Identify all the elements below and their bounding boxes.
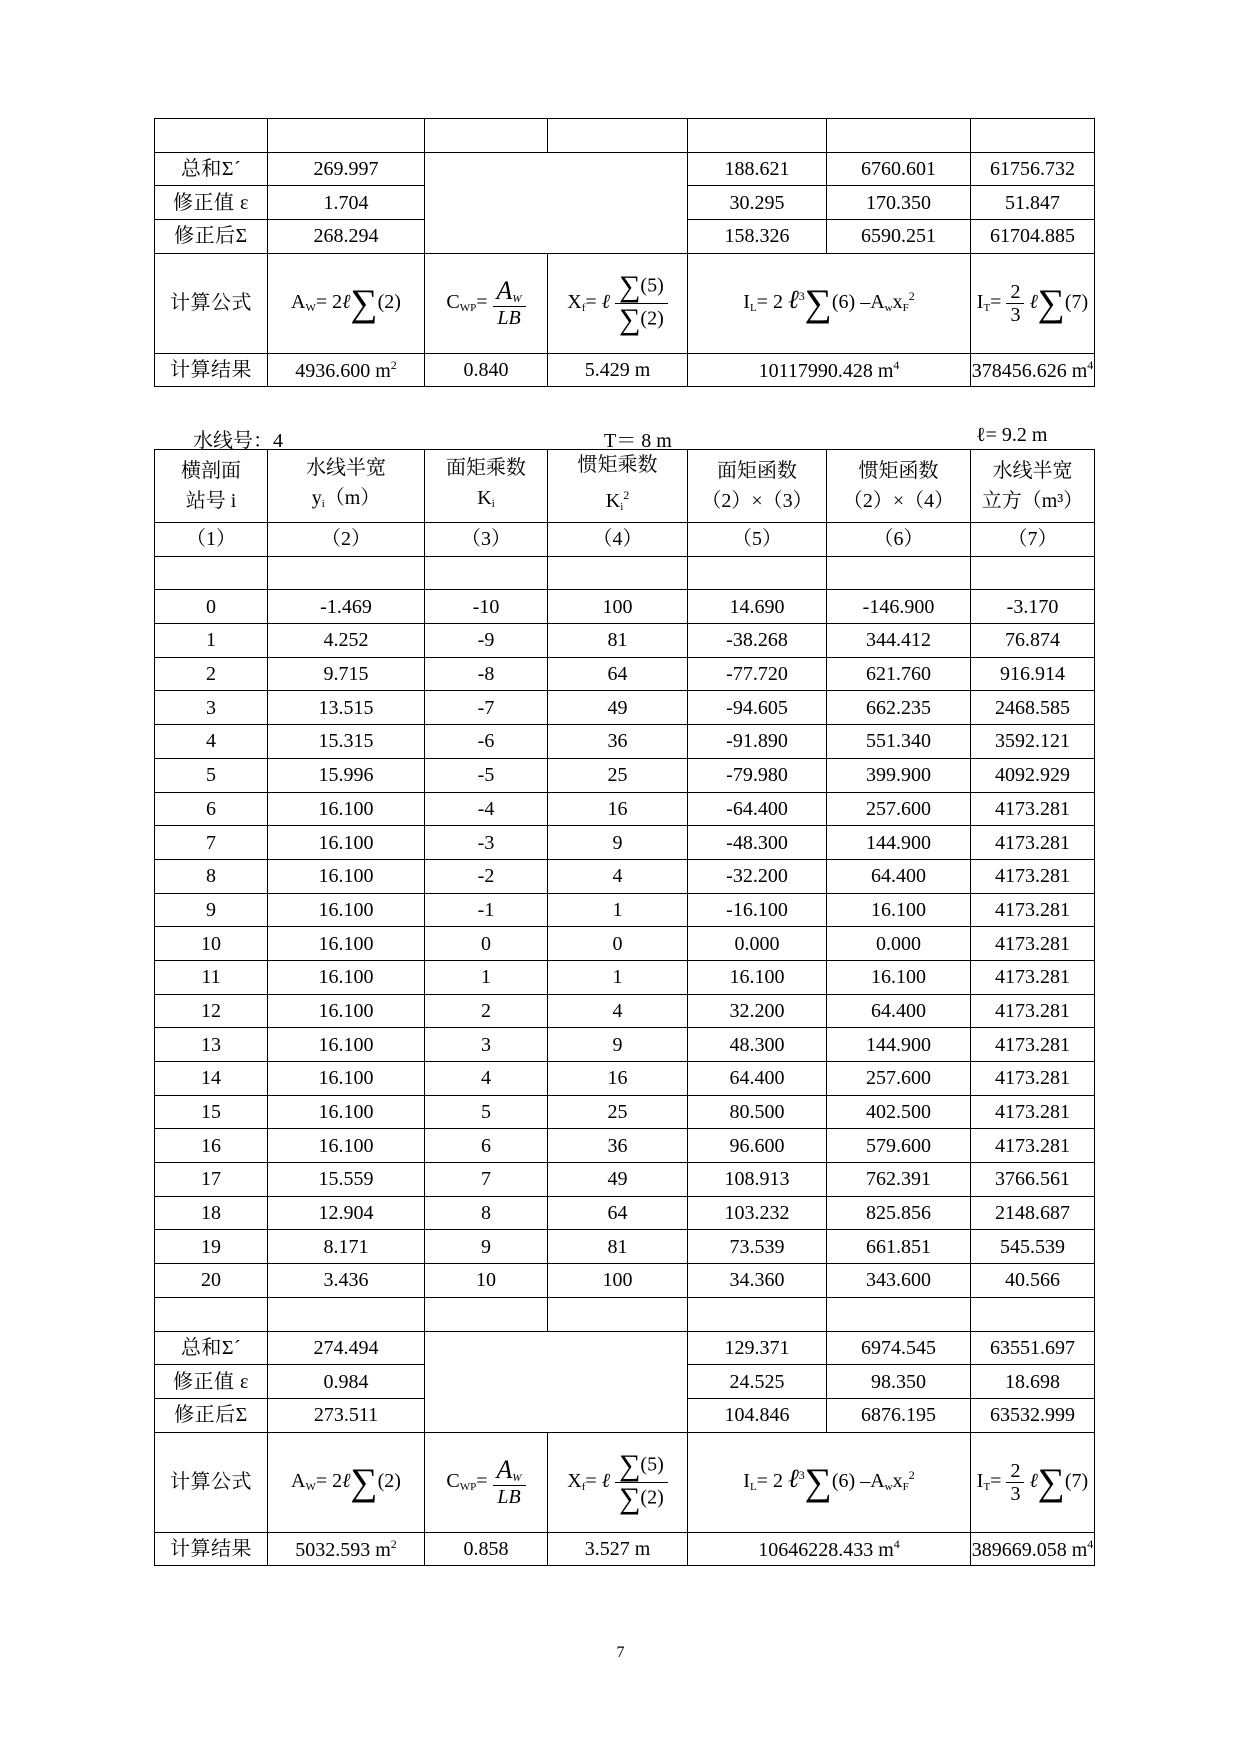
table-cell: 18	[155, 1196, 268, 1230]
table-cell: 13.515	[268, 691, 425, 725]
table-cell: -7	[425, 691, 548, 725]
table-row	[155, 1062, 1095, 1096]
table-cell: -2	[425, 859, 548, 893]
table-cell: 40.566	[971, 1264, 1095, 1298]
table-cell: -16.100	[688, 893, 827, 927]
column-number: （6）	[827, 523, 971, 557]
cell: 274.494	[268, 1331, 425, 1365]
table-cell: 64	[548, 1196, 688, 1230]
result-it: 378456.626 $m^4$	[971, 353, 1095, 387]
table-row	[155, 691, 1095, 725]
result-row	[155, 353, 1095, 387]
table-cell: 4	[425, 1062, 548, 1096]
row-label: 计算结果	[155, 1532, 268, 1566]
table-cell: 3	[155, 691, 268, 725]
result-il: 10117990.428 $m^4$	[688, 353, 971, 387]
table-cell: -1	[425, 893, 548, 927]
table-cell: 0	[548, 927, 688, 961]
table-cell: 3	[425, 1028, 548, 1062]
row-label: 修正值 ε	[155, 186, 268, 220]
cell: 269.997	[268, 152, 425, 186]
table-cell: -3	[425, 826, 548, 860]
table-cell: 96.600	[688, 1129, 827, 1163]
table-cell: 108.913	[688, 1163, 827, 1197]
row-label: 计算公式	[155, 253, 268, 353]
table-cell: 2468.585	[971, 691, 1095, 725]
table-cell: 64.400	[827, 859, 971, 893]
table-row	[155, 893, 1095, 927]
table-cell: 81	[548, 624, 688, 658]
cell: 61756.732	[971, 152, 1095, 186]
table-cell: 10	[425, 1264, 548, 1298]
waterplane-area-formula: $A_W=$ 2ℓ∑(2)	[291, 282, 401, 325]
waterline-number: 水线号：4	[193, 430, 283, 452]
table-cell: 9	[155, 893, 268, 927]
table-row	[155, 758, 1095, 792]
formula-row	[155, 253, 1095, 353]
column-number-row	[155, 523, 1095, 557]
table-cell: 343.600	[827, 1264, 971, 1298]
table-cell: 103.232	[688, 1196, 827, 1230]
table-cell: 8.171	[268, 1230, 425, 1264]
table-cell: 49	[548, 691, 688, 725]
table-row	[155, 1264, 1095, 1298]
table-cell: 4092.929	[971, 758, 1095, 792]
draft-value: T＝ 8 m	[604, 430, 672, 452]
header-station: 横剖面 站号 i	[155, 450, 268, 523]
column-number: （2）	[268, 523, 425, 557]
header-moment-function: 面矩函数 （2）×（3）	[688, 450, 827, 523]
table-cell: -79.980	[688, 758, 827, 792]
table-cell: 16.100	[268, 859, 425, 893]
table-cell: 579.600	[827, 1129, 971, 1163]
cell: 170.350	[827, 186, 971, 220]
table-row	[155, 725, 1095, 759]
cell: 1.704	[268, 186, 425, 220]
table-cell: 257.600	[827, 792, 971, 826]
cell: 6590.251	[827, 220, 971, 254]
table-row	[155, 657, 1095, 691]
table-cell: 16.100	[688, 960, 827, 994]
formula-aw	[268, 253, 425, 353]
table-cell: 16.100	[268, 960, 425, 994]
blank-row	[155, 556, 1095, 590]
table-cell: -6	[425, 725, 548, 759]
longitudinal-inertia-formula: $I_L= 2$ ℓ$^3$∑(6) $-A_wx_F^2$	[743, 282, 915, 325]
table-cell: 0.000	[827, 927, 971, 961]
table-cell: 662.235	[827, 691, 971, 725]
table-cell: 399.900	[827, 758, 971, 792]
table-cell: -1.469	[268, 590, 425, 624]
table-cell: 4173.281	[971, 893, 1095, 927]
table-cell: 1	[425, 960, 548, 994]
table-cell: 36	[548, 1129, 688, 1163]
table-row	[155, 1230, 1095, 1264]
table-cell: 4173.281	[971, 994, 1095, 1028]
blank-row	[155, 119, 1095, 153]
row-label: 计算公式	[155, 1432, 268, 1532]
table-cell: 5	[425, 1095, 548, 1129]
cell: 129.371	[688, 1331, 827, 1365]
table-row	[155, 859, 1095, 893]
table-cell: 4173.281	[971, 792, 1095, 826]
table-cell: 2	[155, 657, 268, 691]
table-cell: 1	[548, 960, 688, 994]
cell: 63532.999	[971, 1398, 1095, 1432]
table-cell: 545.539	[971, 1230, 1095, 1264]
table-row	[155, 994, 1095, 1028]
table-cell: 7	[425, 1163, 548, 1197]
formula-it	[971, 253, 1095, 353]
waterplane-coefficient-formula: $C_{WP}=$ $\frac{A_W}{LB}$	[446, 1470, 525, 1492]
table-cell: 4173.281	[971, 1062, 1095, 1096]
table-cell: 402.500	[827, 1095, 971, 1129]
table-cell: 4	[155, 725, 268, 759]
table-cell: 916.914	[971, 657, 1095, 691]
table-cell: 64.400	[827, 994, 971, 1028]
table-cell: 0.000	[688, 927, 827, 961]
table-cell: -10	[425, 590, 548, 624]
table-cell: 12.904	[268, 1196, 425, 1230]
table-cell: 16.100	[827, 960, 971, 994]
table-row	[155, 1095, 1095, 1129]
table-row	[155, 1129, 1095, 1163]
page-number: 7	[616, 1644, 625, 1661]
centroid-formula: $X_f=$ ℓ $\frac{\sum(5)}{\sum(2)}$	[567, 291, 667, 313]
result-aw: 5032.593 $m^2$	[268, 1532, 425, 1566]
blank-row	[155, 1297, 1095, 1331]
table-cell: 4173.281	[971, 1129, 1095, 1163]
table-cell: 16	[548, 1062, 688, 1096]
table-cell: 8	[425, 1196, 548, 1230]
table-cell: 16.100	[268, 1129, 425, 1163]
table-cell: -64.400	[688, 792, 827, 826]
sum-row	[155, 152, 1095, 186]
table-cell: 621.760	[827, 657, 971, 691]
formula-it	[971, 1432, 1095, 1532]
cell: 6876.195	[827, 1398, 971, 1432]
table-cell: 6	[155, 792, 268, 826]
result-cwp: 0.840	[425, 353, 548, 387]
formula-row	[155, 1432, 1095, 1532]
table-cell: 100	[548, 590, 688, 624]
table-cell: 17	[155, 1163, 268, 1197]
column-number: （4）	[548, 523, 688, 557]
cell: 51.847	[971, 186, 1095, 220]
table-cell: 9	[548, 1028, 688, 1062]
table-cell: 15	[155, 1095, 268, 1129]
row-label: 修正后Σ	[155, 220, 268, 254]
table-cell: 9	[548, 826, 688, 860]
table-cell: 16.100	[268, 1062, 425, 1096]
table-cell: 12	[155, 994, 268, 1028]
cell: 104.846	[688, 1398, 827, 1432]
table-cell: 36	[548, 725, 688, 759]
formula-xf	[548, 1432, 688, 1532]
table-cell: 661.851	[827, 1230, 971, 1264]
table-cell: 4173.281	[971, 960, 1095, 994]
table-cell: 76.874	[971, 624, 1095, 658]
table-cell: 2148.687	[971, 1196, 1095, 1230]
header-inertia-function: 惯矩函数 （2）×（4）	[827, 450, 971, 523]
table-cell: -77.720	[688, 657, 827, 691]
table-cell: -5	[425, 758, 548, 792]
table-cell: 144.900	[827, 826, 971, 860]
table-cell: 6	[425, 1129, 548, 1163]
formula-cwp	[425, 1432, 548, 1532]
cell: 18.698	[971, 1365, 1095, 1399]
row-label: 修正后Σ	[155, 1398, 268, 1432]
longitudinal-inertia-formula: $I_L= 2$ ℓ$^3$∑(6) $-A_wx_F^2$	[743, 1461, 915, 1504]
table-cell: 4173.281	[971, 859, 1095, 893]
table-cell: -8	[425, 657, 548, 691]
header-row	[155, 450, 1095, 523]
row-label: 总和Σ´	[155, 1331, 268, 1365]
cell: 98.350	[827, 1365, 971, 1399]
table-cell: -32.200	[688, 859, 827, 893]
table-cell: -146.900	[827, 590, 971, 624]
table-cell: 0	[425, 927, 548, 961]
table-cell: 2	[425, 994, 548, 1028]
table-cell: 49	[548, 1163, 688, 1197]
table-cell: 1	[155, 624, 268, 658]
table-row	[155, 1163, 1095, 1197]
table-cell: 4	[548, 994, 688, 1028]
table-cell: -4	[425, 792, 548, 826]
table-cell: 16.100	[268, 826, 425, 860]
table-cell: 4173.281	[971, 826, 1095, 860]
row-label: 总和Σ´	[155, 152, 268, 186]
cell: 63551.697	[971, 1331, 1095, 1365]
table-cell: 3.436	[268, 1264, 425, 1298]
table-cell: 64.400	[688, 1062, 827, 1096]
table-cell: -9	[425, 624, 548, 658]
table-cell: 0	[155, 590, 268, 624]
transverse-inertia-formula: $I_T=$ $\frac{2}{3}$ ℓ∑(7)	[976, 1459, 1089, 1505]
table-cell: 7	[155, 826, 268, 860]
table-cell: 16	[155, 1129, 268, 1163]
table-cell: 19	[155, 1230, 268, 1264]
table-cell: 81	[548, 1230, 688, 1264]
table-waterline-3-summary	[154, 118, 1095, 387]
row-label: 修正值 ε	[155, 1365, 268, 1399]
table-cell: 73.539	[688, 1230, 827, 1264]
cell: 6760.601	[827, 152, 971, 186]
table-cell: 825.856	[827, 1196, 971, 1230]
table-cell: -94.605	[688, 691, 827, 725]
table-row	[155, 960, 1095, 994]
cell: 24.525	[688, 1365, 827, 1399]
formula-cwp	[425, 253, 548, 353]
table-cell: 15.315	[268, 725, 425, 759]
table-cell: 551.340	[827, 725, 971, 759]
table-cell: 16.100	[827, 893, 971, 927]
table-cell: 4173.281	[971, 1095, 1095, 1129]
table-cell: 16.100	[268, 893, 425, 927]
table-cell: 15.559	[268, 1163, 425, 1197]
column-number: （3）	[425, 523, 548, 557]
table-cell: 64	[548, 657, 688, 691]
table-cell: 4173.281	[971, 1028, 1095, 1062]
transverse-inertia-formula: $I_T=$ $\frac{2}{3}$ ℓ∑(7)	[976, 280, 1089, 326]
result-xf: 3.527 m	[548, 1532, 688, 1566]
table-row	[155, 927, 1095, 961]
table-cell: 13	[155, 1028, 268, 1062]
merged-empty-cell	[425, 1331, 688, 1432]
table-row	[155, 624, 1095, 658]
table-cell: 14.690	[688, 590, 827, 624]
result-row	[155, 1532, 1095, 1566]
table-cell: 32.200	[688, 994, 827, 1028]
table-cell: 16.100	[268, 792, 425, 826]
table-cell: 11	[155, 960, 268, 994]
formula-il	[688, 253, 971, 353]
table-cell: 16.100	[268, 994, 425, 1028]
cell: 30.295	[688, 186, 827, 220]
table-cell: 3766.561	[971, 1163, 1095, 1197]
table-cell: 16	[548, 792, 688, 826]
table-cell: 80.500	[688, 1095, 827, 1129]
table-cell: 4.252	[268, 624, 425, 658]
header-half-breadth-cubed: 水线半宽 立方（m³）	[971, 450, 1095, 523]
table-cell: 344.412	[827, 624, 971, 658]
table-cell: 9.715	[268, 657, 425, 691]
result-il: 10646228.433 $m^4$	[688, 1532, 971, 1566]
table-cell: 25	[548, 758, 688, 792]
header-half-breadth: 水线半宽 $y_i(m)$	[268, 450, 425, 523]
result-aw: 4936.600 $m^2$	[268, 353, 425, 387]
formula-xf	[548, 253, 688, 353]
cell: 158.326	[688, 220, 827, 254]
centroid-formula: $X_f=$ ℓ $\frac{\sum(5)}{\sum(2)}$	[567, 1470, 667, 1492]
table-cell: 5	[155, 758, 268, 792]
waterplane-coefficient-formula: $C_{WP}=$ $\frac{A_W}{LB}$	[446, 291, 525, 313]
table-row	[155, 792, 1095, 826]
table-cell: 1	[548, 893, 688, 927]
table-cell: -91.890	[688, 725, 827, 759]
formula-il	[688, 1432, 971, 1532]
column-number: （7）	[971, 523, 1095, 557]
table-cell: 25	[548, 1095, 688, 1129]
table-cell: 100	[548, 1264, 688, 1298]
sum-row	[155, 1331, 1095, 1365]
cell: 188.621	[688, 152, 827, 186]
table-waterline-4	[154, 449, 1095, 1566]
header-inertia-multiplier: 惯矩乘数 $K_i^2$	[548, 450, 688, 523]
cell: 273.511	[268, 1398, 425, 1432]
column-number: （1）	[155, 523, 268, 557]
row-label: 计算结果	[155, 353, 268, 387]
result-it: 389669.058 $m^4$	[971, 1532, 1095, 1566]
table-cell: 4173.281	[971, 927, 1095, 961]
table-row	[155, 826, 1095, 860]
table-cell: 20	[155, 1264, 268, 1298]
cell: 6974.545	[827, 1331, 971, 1365]
table-cell: 9	[425, 1230, 548, 1264]
table-cell: 16.100	[268, 927, 425, 961]
result-cwp: 0.858	[425, 1532, 548, 1566]
table-cell: 762.391	[827, 1163, 971, 1197]
station-spacing: ℓ= 9.2 m	[976, 424, 1048, 446]
table-cell: 10	[155, 927, 268, 961]
table-cell: -48.300	[688, 826, 827, 860]
table-cell: 34.360	[688, 1264, 827, 1298]
table-cell: 8	[155, 859, 268, 893]
table-cell: 144.900	[827, 1028, 971, 1062]
table-cell: 4	[548, 859, 688, 893]
cell: 268.294	[268, 220, 425, 254]
cell: 61704.885	[971, 220, 1095, 254]
table-cell: -3.170	[971, 590, 1095, 624]
table-cell: -38.268	[688, 624, 827, 658]
table-row	[155, 1028, 1095, 1062]
table-cell: 16.100	[268, 1028, 425, 1062]
formula-aw	[268, 1432, 425, 1532]
merged-empty-cell	[425, 152, 688, 253]
cell: 0.984	[268, 1365, 425, 1399]
result-xf: 5.429 m	[548, 353, 688, 387]
table-cell: 16.100	[268, 1095, 425, 1129]
table-cell: 257.600	[827, 1062, 971, 1096]
table-cell: 3592.121	[971, 725, 1095, 759]
station-rows	[155, 590, 1095, 1297]
table-cell: 15.996	[268, 758, 425, 792]
column-number: （5）	[688, 523, 827, 557]
table-row	[155, 1196, 1095, 1230]
table-cell: 48.300	[688, 1028, 827, 1062]
table-cell: 14	[155, 1062, 268, 1096]
header-moment-multiplier: 面矩乘数 $K_i$	[425, 450, 548, 523]
table-row	[155, 590, 1095, 624]
waterplane-area-formula: $A_W=$ 2ℓ∑(2)	[291, 1461, 401, 1504]
